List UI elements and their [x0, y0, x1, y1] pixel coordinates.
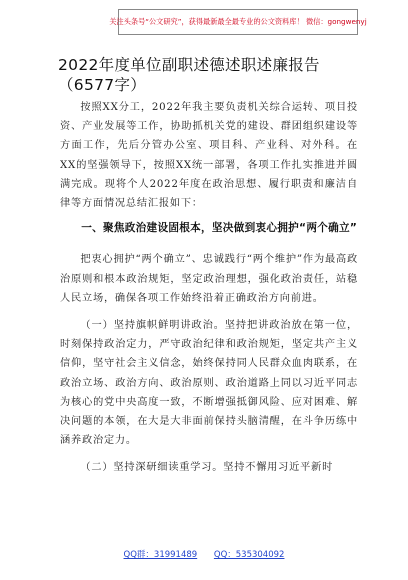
footer-contact	[0, 548, 408, 560]
document-body	[60, 98, 358, 478]
title-line-1: 2022年度单位副职述德述职述廉报告	[58, 56, 320, 74]
paragraph-subsection-1: （一）坚持旗帜鲜明讲政治。坚持把讲政治放在第一位，时刻保持政治定力，严守政治纪律和政治规矩，坚定共产主义信仰，坚守社会主义信念，始终保持同人民群众血肉联系，在政治立场、政治方向、政治原则、政治道路上同以习近平同志为核心的党中央高度一致，不断增强抵御风险、应对困难、解决问题的本领，在大是大非面前保持头脑清醒，在斗争历练中涵养政治定力。	[60, 320, 358, 447]
paragraph-intro: 按照XX分工，2022年我主要负责机关综合运转、项目投资、产业发展等工作，协助抓机关党的建设、群团组织建设等方面工作，先后分管办公室、项目科、产业科、对外科。在XX的坚强领导下，按照XX统一部署，各项工作扎实推进并圆满完成。现将个人2022年度在政治思想、履行职责和廉洁自律等方面情况总结汇报如下：	[60, 102, 358, 210]
footer-qq-group[interactable]: QQ群：31991489	[123, 550, 198, 560]
title-word-count: （6577字）	[58, 76, 147, 94]
document-title	[58, 55, 358, 95]
paragraph-section-1: 把衷心拥护“两个确立”、忠诚践行“两个维护”作为最高政治原则和根本政治规矩，坚定政治理想，强化政治责任，站稳人民立场，确保各项工作始终沿着正确政治方向前进。	[60, 254, 358, 304]
banner-text: 关注头条号“公文研究”，获得最新最全最专业的公文资料库！ 微信：gongwenyj	[109, 17, 367, 26]
header-banner	[109, 9, 367, 35]
paragraph-subsection-2: （二）坚持深研细读重学习。坚持不懈用习近平新时	[80, 462, 334, 474]
footer-qq[interactable]: QQ：535304092	[213, 550, 285, 560]
section-heading-1: 一、聚焦政治建设固根本，坚决做到衷心拥护“两个确立”	[81, 222, 358, 235]
